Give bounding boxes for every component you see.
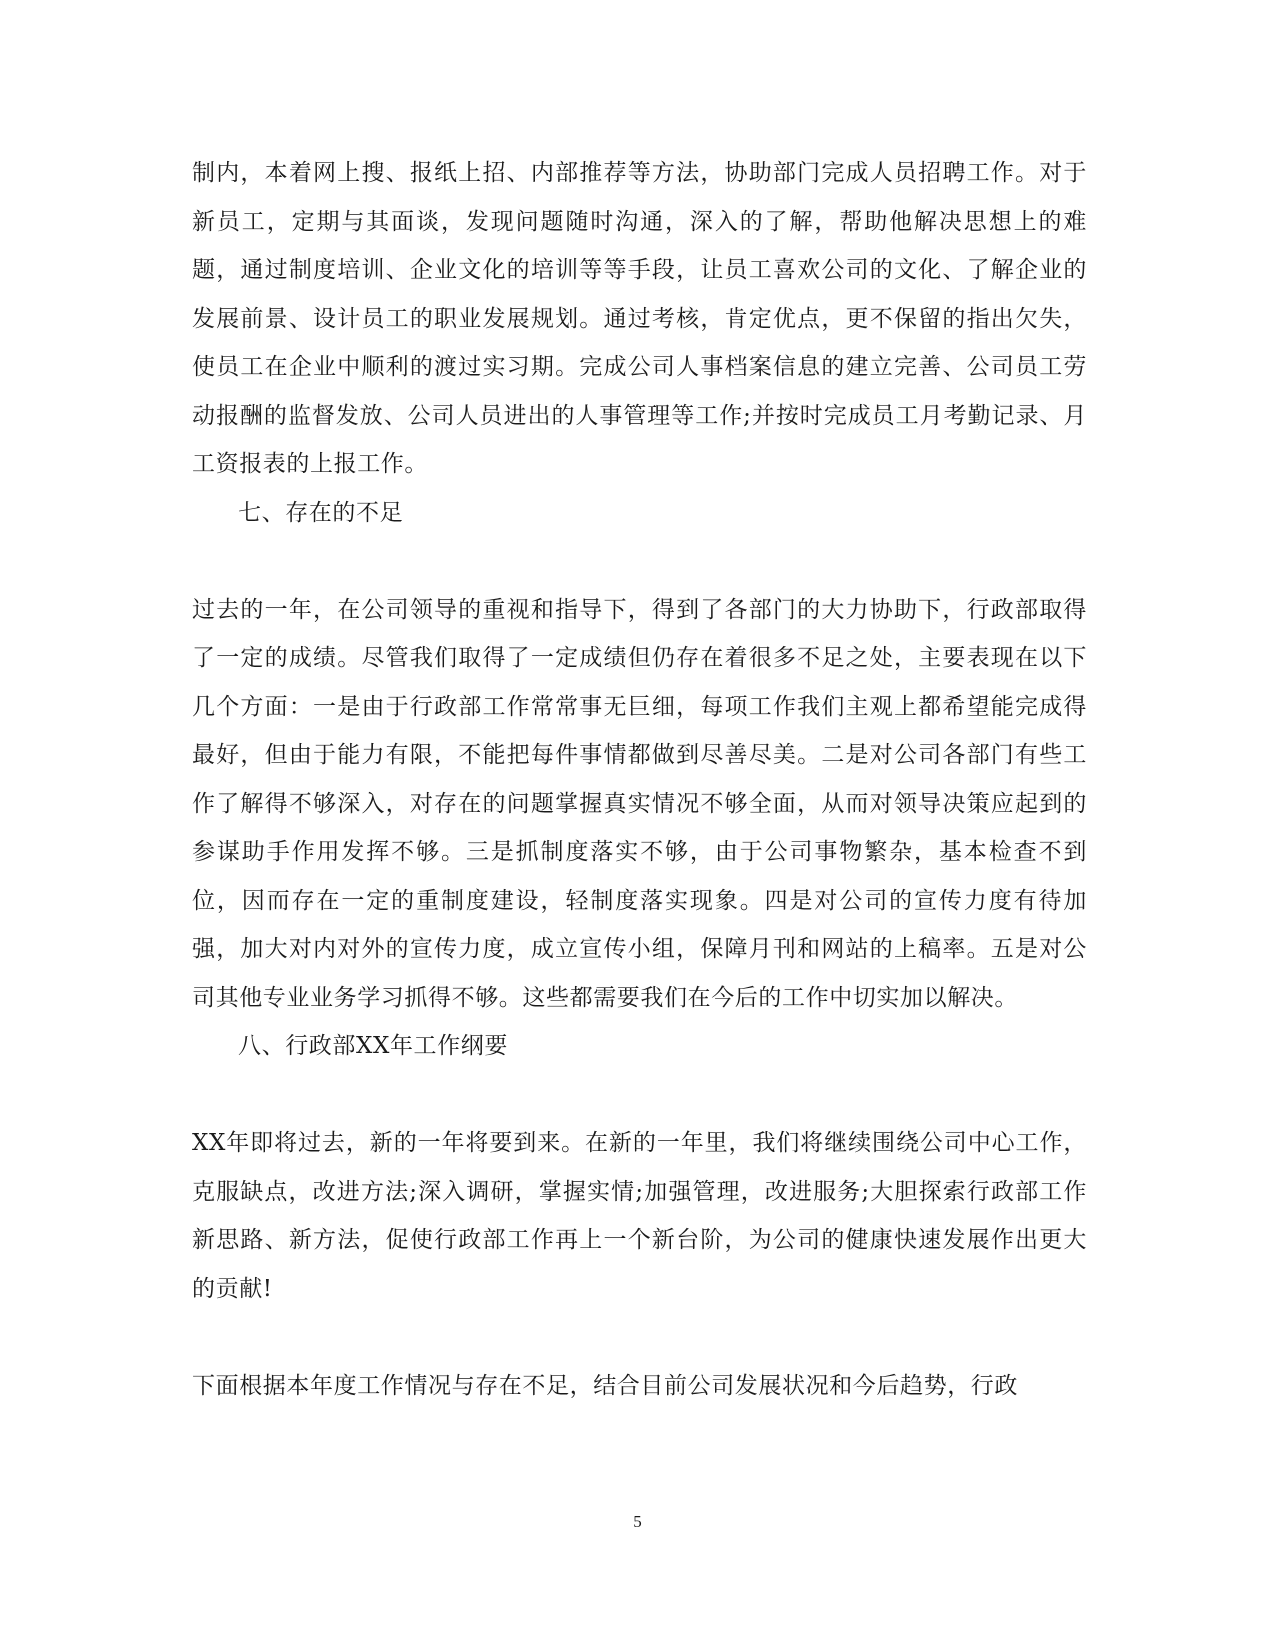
paragraph-new-year: XX年即将过去，新的一年将要到来。在新的一年里，我们将继续围绕公司中心工作，克服缺点，改进方法;深入调研，掌握实情;加强管理，改进服务;大胆探索行政部工作新思路、新方法，促使行政部工作再上一个新台阶，为公司的健康快速发展作出更大的贡献! [192,1130,1087,1302]
section-heading-shortcomings: 七、存在的不足 [238,499,404,526]
paragraph-gap [192,537,1087,586]
paragraph-gap [192,1313,1087,1362]
paragraph-shortcomings: 过去的一年，在公司领导的重视和指导下，得到了各部门的大力协助下，行政部取得了一定的成绩。尽管我们取得了一定成绩但仍存在着很多不足之处，主要表现在以下几个方面：一是由于行政部工作常常事无巨细，每项工作我们主观上都希望能完成得最好，但由于能力有限，不能把每件事情都做到尽善尽美。二是对公司各部门有些工作了解得不够深入，对存在的问题掌握真实情况不够全面，从而对领导决策应起到的参谋助手作用发挥不够。三是抓制度落实不够，由于公司事物繁杂，基本检查不到位，因而存在一定的重制度建设，轻制度落实现象。四是对公司的宣传力度有待加强，加大对内对外的宣传力度，成立宣传小组，保障月刊和网站的上稿率。五是对公司其他专业业务学习抓得不够。这些都需要我们在今后的工作中切实加以解决。 [192,596,1087,1011]
paragraph-plan-intro: 下面根据本年度工作情况与存在不足，结合目前公司发展状况和今后趋势，行政 [192,1372,1018,1399]
paragraph-recruitment: 制内，本着网上搜、报纸上招、内部推荐等方法，协助部门完成人员招聘工作。对于新员工，定期与其面谈，发现问题随时沟通，深入的了解，帮助他解决思想上的难题，通过制度培训、企业文化的培训等等手段，让员工喜欢公司的文化、了解企业的发展前景、设计员工的职业发展规划。通过考核，肯定优点，更不保留的指出欠失，使员工在企业中顺利的渡过实习期。完成公司人事档案信息的建立完善、公司员工劳动报酬的监督发放、公司人员进出的人事管理等工作;并按时完成员工月考勤记录、月工资报表的上报工作。 [192,160,1087,477]
page-number: 5 [633,1512,642,1531]
body-text [192,149,1087,1410]
paragraph-gap [192,1071,1087,1120]
section-heading-work-outline: 八、行政部XX年工作纲要 [238,1033,508,1059]
